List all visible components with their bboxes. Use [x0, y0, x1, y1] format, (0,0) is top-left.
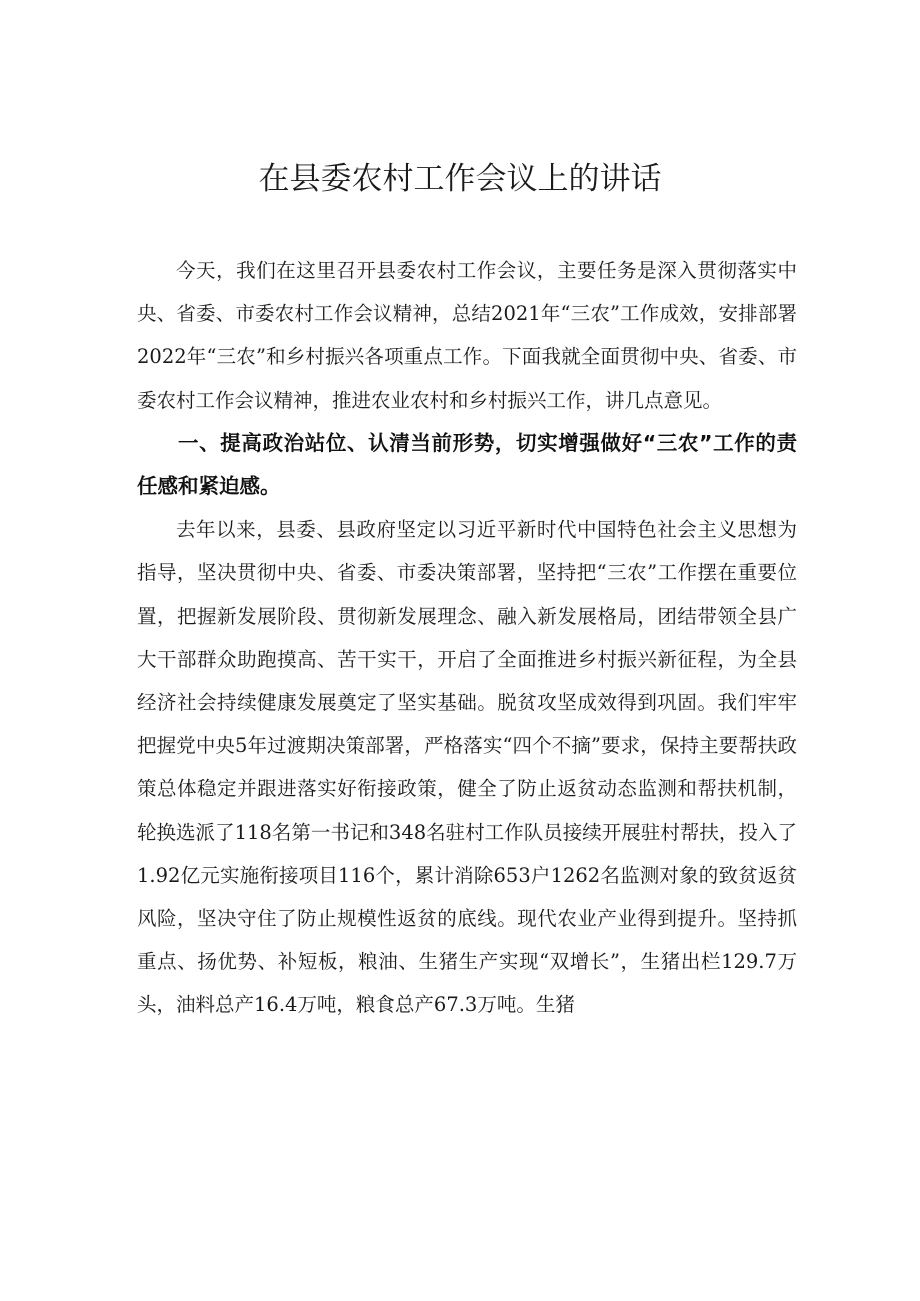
document-body: [137, 249, 797, 1027]
document-title: 在县委农村工作会议上的讲话: [258, 161, 662, 197]
section-heading-1: 一、提高政治站位、认清当前形势，切实增强做好“三农”工作的责任感和紧迫感。: [137, 430, 797, 499]
section-1-paragraph: 去年以来，县委、县政府坚定以习近平新时代中国特色社会主义思想为指导，坚决贯彻中央、省委、市委决策部署，坚持把“三农”工作摆在重要位置，把握新发展阶段、贯彻新发展理念、融入新发展格局，团结带领全县广大干部群众助跑摸高、苦干实干，开启了全面推进乡村振兴新征程，为全县经济社会持续健康发展奠定了坚实基础。脱贫攻坚成效得到巩固。我们牢牢把握党中央5年过渡期决策部署，严格落实“四个不摘”要求，保持主要帮扶政策总体稳定并跟进落实好衔接政策，健全了防止返贫动态监测和帮扶机制，轮换选派了118名第一书记和348名驻村工作队员接续开展驻村帮扶，投入了1.92亿元实施衔接项目116个，累计消除653户1262名监测对象的致贫返贫风险，坚决守住了防止规模性返贫的底线。现代农业产业得到提升。坚持抓重点、扬优势、补短板，粮油、生猪生产实现“双增长”，生猪出栏129.7万头，油料总产16.4万吨，粮食总产67.3万吨。生猪: [137, 518, 797, 1017]
intro-paragraph: 今天，我们在这里召开县委农村工作会议，主要任务是深入贯彻落实中央、省委、市委农村工作会议精神，总结2021年“三农”工作成效，安排部署2022年“三农”和乡村振兴各项重点工作。下面我就全面贯彻中央、省委、市委农村工作会议精神，推进农业农村和乡村振兴工作，讲几点意见。: [137, 259, 797, 412]
